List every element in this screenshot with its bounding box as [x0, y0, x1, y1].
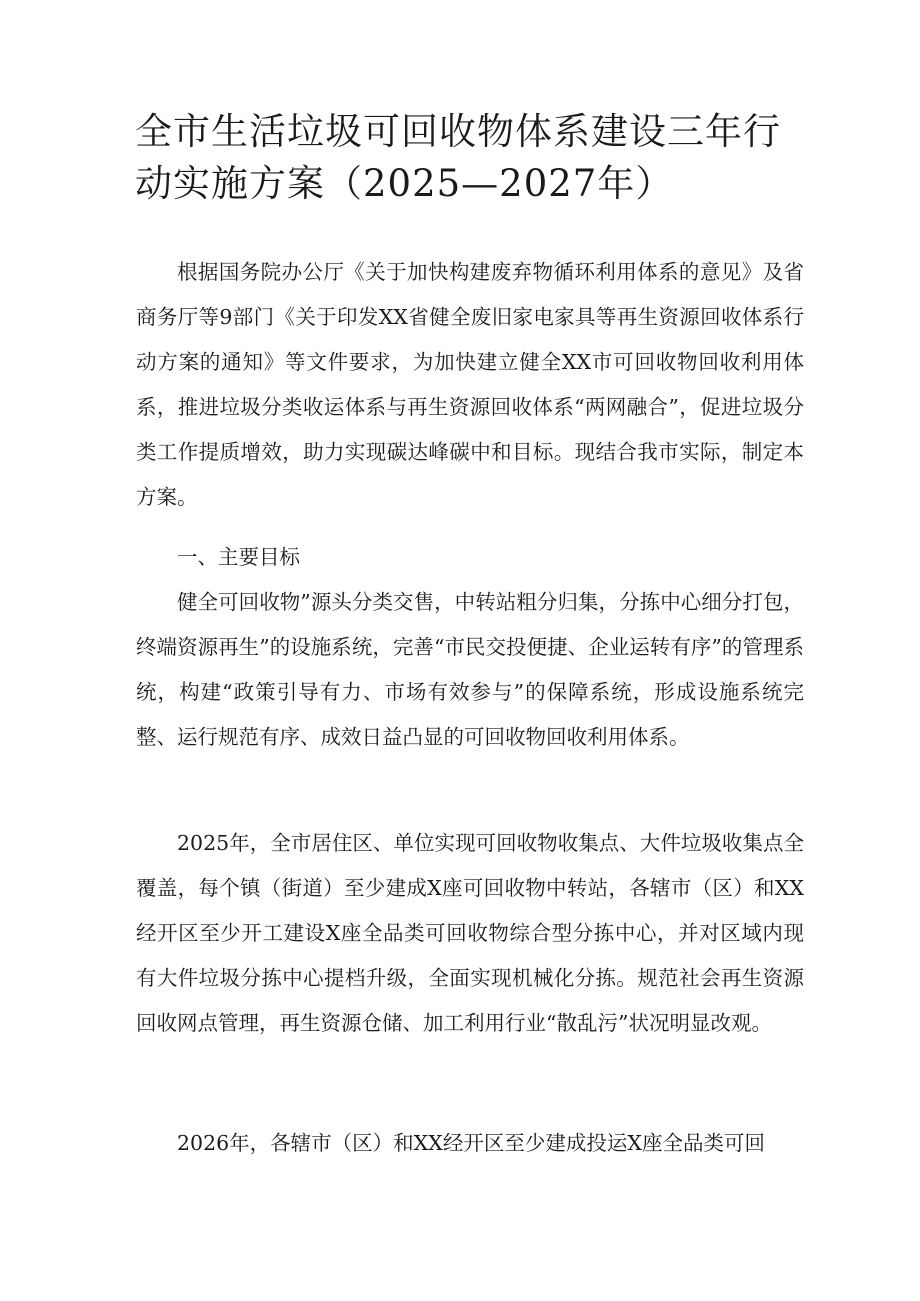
goals-2025-paragraph: 2025年，全市居住区、单位实现可回收物收集点、大件垃圾收集点全覆盖，每个镇（街道）至少建成X座可回收物中转站，各辖市（区）和XX经开区至少开工建设X座全品类可回收物综合型分拣中心，并对区域内现有大件垃圾分拣中心提档升级，全面实现机械化分拣。规范社会再生资源回收网点管理，再生资源仓储、加工利用行业“散乱污”状况明显改观。: [136, 831, 804, 1035]
goals-2026-paragraph: 2026年，各辖市（区）和XX经开区至少建成投运X座全品类可回: [177, 1131, 765, 1155]
document-title: 全市生活垃圾可回收物体系建设三年行动实施方案（2025—2027年）: [135, 110, 781, 205]
intro-paragraph: 根据国务院办公厅《关于加快构建废弃物循环利用体系的意见》及省商务厅等9部门《关于印发XX省健全废旧家电家具等再生资源回收体系行动方案的通知》等文件要求，为加快建立健全XX市可回收物回收利用体系，推进垃圾分类收运体系与再生资源回收体系“两网融合”，促进垃圾分类工作提质增效，助力实现碳达峰碳中和目标。现结合我市实际，制定本方案。: [136, 260, 804, 509]
section-heading-main-goals: 一、主要目标: [177, 545, 300, 569]
goals-paragraph: 健全可回收物”源头分类交售，中转站粗分归集，分拣中心细分打包，终端资源再生”的设施系统，完善“市民交投便捷、企业运转有序”的管理系统，构建“政策引导有力、市场有效参与”的保障系统，形成设施系统完整、运行规范有序、成效日益凸显的可回收物回收利用体系。: [136, 590, 804, 749]
